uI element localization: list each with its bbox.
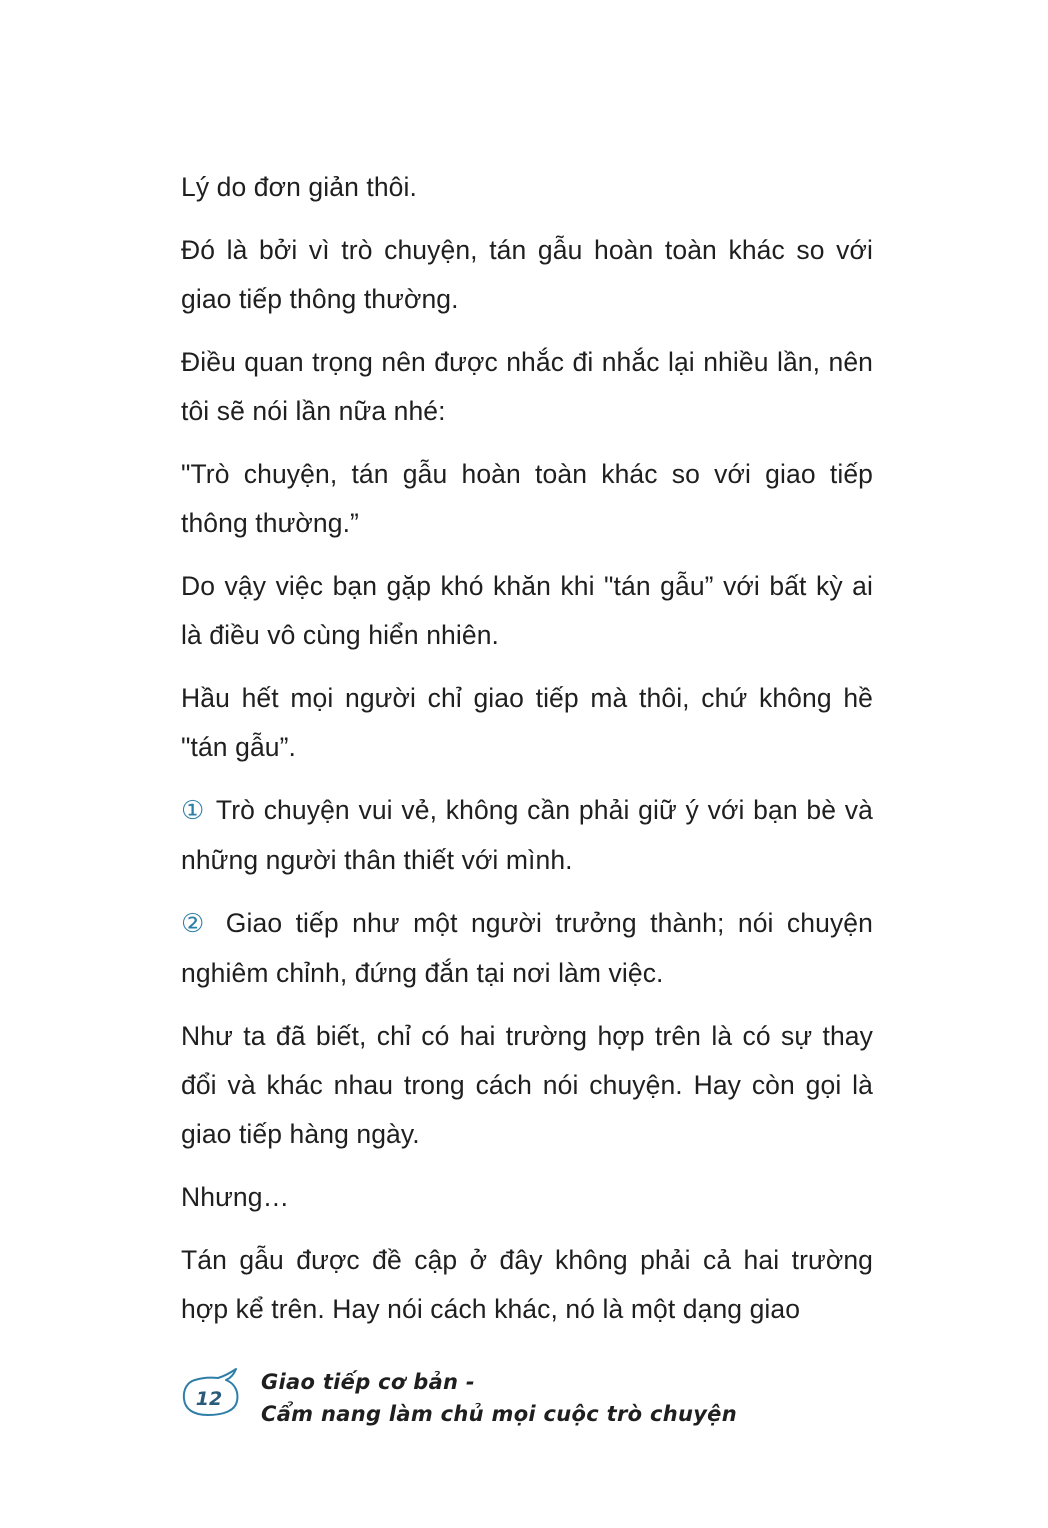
- quote-paragraph: "Trò chuyện, tán gẫu hoàn toàn khác so với giao tiếp thông thường.”: [181, 459, 873, 538]
- book-title-line: Giao tiếp cơ bản -: [261, 1370, 475, 1394]
- list-item: [181, 899, 873, 998]
- paragraph: Hầu hết mọi người chỉ giao tiếp mà thôi, chứ không hề "tán gẫu”.: [181, 683, 873, 762]
- list-item-text: Trò chuyện vui vẻ, không cần phải giữ ý với bạn bè và những người thân thiết với mình.: [181, 795, 873, 875]
- paragraph: Như ta đã biết, chỉ có hai trường hợp trên là có sự thay đổi và khác nhau trong cách nói chuyện. Hay còn gọi là giao tiếp hàng ngày.: [181, 1021, 873, 1149]
- page-footer: [181, 1366, 781, 1436]
- paragraph: Do vậy việc bạn gặp khó khăn khi "tán gẫu” với bất kỳ ai là điều vô cùng hiển nhiên.: [181, 571, 873, 650]
- circled-number-one-icon: ①: [181, 796, 206, 826]
- paragraph: Điều quan trọng nên được nhắc đi nhắc lại nhiều lần, nên tôi sẽ nói lần nữa nhé:: [181, 347, 873, 426]
- paragraph: Nhưng…: [181, 1182, 290, 1212]
- paragraph: Đó là bởi vì trò chuyện, tán gẫu hoàn toàn khác so với giao tiếp thông thường.: [181, 235, 873, 314]
- body-text: [181, 163, 873, 1334]
- paragraph: Tán gẫu được đề cập ở đây không phải cả hai trường hợp kể trên. Hay nói cách khác, nó là một dạng giao: [181, 1245, 873, 1324]
- page-number-badge: [181, 1366, 245, 1424]
- list-item-text: Giao tiếp như một người trưởng thành; nói chuyện nghiêm chỉnh, đứng đắn tại nơi làm việc.: [181, 908, 873, 988]
- circled-number-two-icon: ②: [181, 909, 211, 939]
- book-title: [261, 1366, 737, 1430]
- paragraph: Lý do đơn giản thôi.: [181, 172, 417, 202]
- list-item: [181, 786, 873, 885]
- page-number: 12: [195, 1388, 223, 1410]
- book-title-line: Cẩm nang làm chủ mọi cuộc trò chuyện: [261, 1402, 737, 1426]
